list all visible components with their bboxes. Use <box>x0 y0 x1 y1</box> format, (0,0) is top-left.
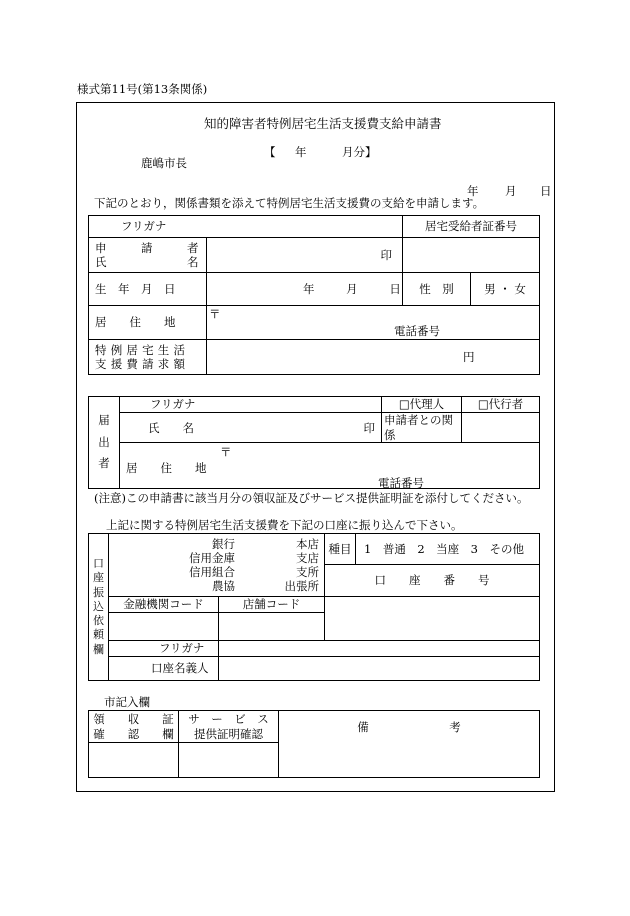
receipt-confirm-label: 領 収 証 確 認 欄 <box>89 711 179 743</box>
remarks-field[interactable]: 備 考 <box>279 711 540 778</box>
address-field[interactable] <box>207 306 540 340</box>
proxy-checkbox[interactable]: □代行者 <box>462 397 540 413</box>
birth-label: 生 年 月 日 <box>89 273 207 306</box>
sex-label: 性 別 <box>403 273 471 306</box>
bank-code-field[interactable] <box>109 613 219 641</box>
account-kind-options[interactable]: 1 普通 2 当座 3 その他 <box>364 541 524 556</box>
receipt-confirm-field[interactable] <box>89 743 179 778</box>
recipient-cert-label: 居宅受給者証番号 <box>403 216 540 238</box>
birth-date-field[interactable]: 年 月 日 <box>207 273 403 306</box>
holder-furigana-field[interactable] <box>219 641 540 657</box>
applicant-table <box>88 215 540 375</box>
address-label: 居 住 地 <box>89 306 207 340</box>
recipient-cert-number-field[interactable] <box>403 238 540 273</box>
notifier-table <box>88 396 540 489</box>
city-section-title: 市記入欄 <box>104 695 150 709</box>
bank-table <box>88 533 540 681</box>
period-month: 月分】 <box>342 145 377 159</box>
service-confirm-field[interactable] <box>179 743 279 778</box>
period-open: 【 <box>264 145 276 159</box>
sex-options[interactable]: 男 ・ 女 <box>471 273 540 306</box>
bank-side-label: 口 座 振 込 依 頼 欄 <box>89 534 109 681</box>
account-number-field[interactable] <box>325 597 540 641</box>
bank-code-label: 金融機関コード <box>109 597 219 613</box>
claim-amount-field[interactable]: 円 <box>207 340 540 375</box>
account-kind-label: 種目 <box>325 534 356 564</box>
account-kind-field[interactable] <box>325 534 540 565</box>
postal-mark: 〒 <box>209 307 221 321</box>
notifier-name-field[interactable]: 氏 名 印 <box>120 413 382 443</box>
service-confirm-label: サ ー ビ ス 提供証明確認 <box>179 711 279 743</box>
notifier-side-label: 届 出 者 <box>89 397 120 489</box>
holder-name-field[interactable] <box>219 657 540 681</box>
holder-name-label: 口座名義人 <box>109 657 219 681</box>
period-year: 年 <box>295 145 307 159</box>
claim-amount-label: 特例居宅生活 支援費請求額 <box>89 340 207 375</box>
applicant-furigana-label: フリガナ <box>89 216 403 238</box>
bank-name-field[interactable]: 銀行 信用金庫 信用組合 農協 本店 支店 支所 出張所 <box>109 534 325 597</box>
applicant-name-field[interactable] <box>207 238 403 273</box>
holder-furigana-label: フリガナ <box>109 641 219 657</box>
form-number: 様式第11号(第13条関係) <box>77 82 208 96</box>
branch-code-label: 店舗コード <box>219 597 325 613</box>
city-table <box>88 710 540 778</box>
relation-label: 申請者との関係 <box>382 413 462 443</box>
applicant-name-label: 申 請 者 氏 名 <box>89 238 207 273</box>
date-day: 日 <box>540 184 552 198</box>
transfer-intro: 上記に関する特例居宅生活支援費を下記の口座に振り込んで下さい。 <box>106 518 463 532</box>
agent-checkbox[interactable]: □代理人 <box>382 397 462 413</box>
date-month: 月 <box>505 184 517 198</box>
attachment-note: (注意)この申請書に該当月分の領収証及びサービス提供証明証を添付してください。 <box>94 491 529 505</box>
relation-field[interactable] <box>462 413 540 443</box>
branch-code-field[interactable] <box>219 613 325 641</box>
addressee: 鹿嶋市長 <box>141 156 187 170</box>
phone-label: 電話番号 <box>394 324 440 338</box>
notifier-furigana-label: フリガナ <box>120 397 382 413</box>
notifier-address-field[interactable]: 〒 居 住 地 電話番号 <box>120 443 540 489</box>
seal-mark: 印 <box>380 247 393 262</box>
account-number-label: 口 座 番 号 <box>325 565 540 597</box>
intro-text: 下記のとおり，関係書類を添えて特例居宅生活支援費の支給を申請します。 <box>94 196 485 210</box>
date-year: 年 <box>467 184 479 198</box>
form-title: 知的障害者特例居宅生活支援費支給申請書 <box>204 116 442 131</box>
